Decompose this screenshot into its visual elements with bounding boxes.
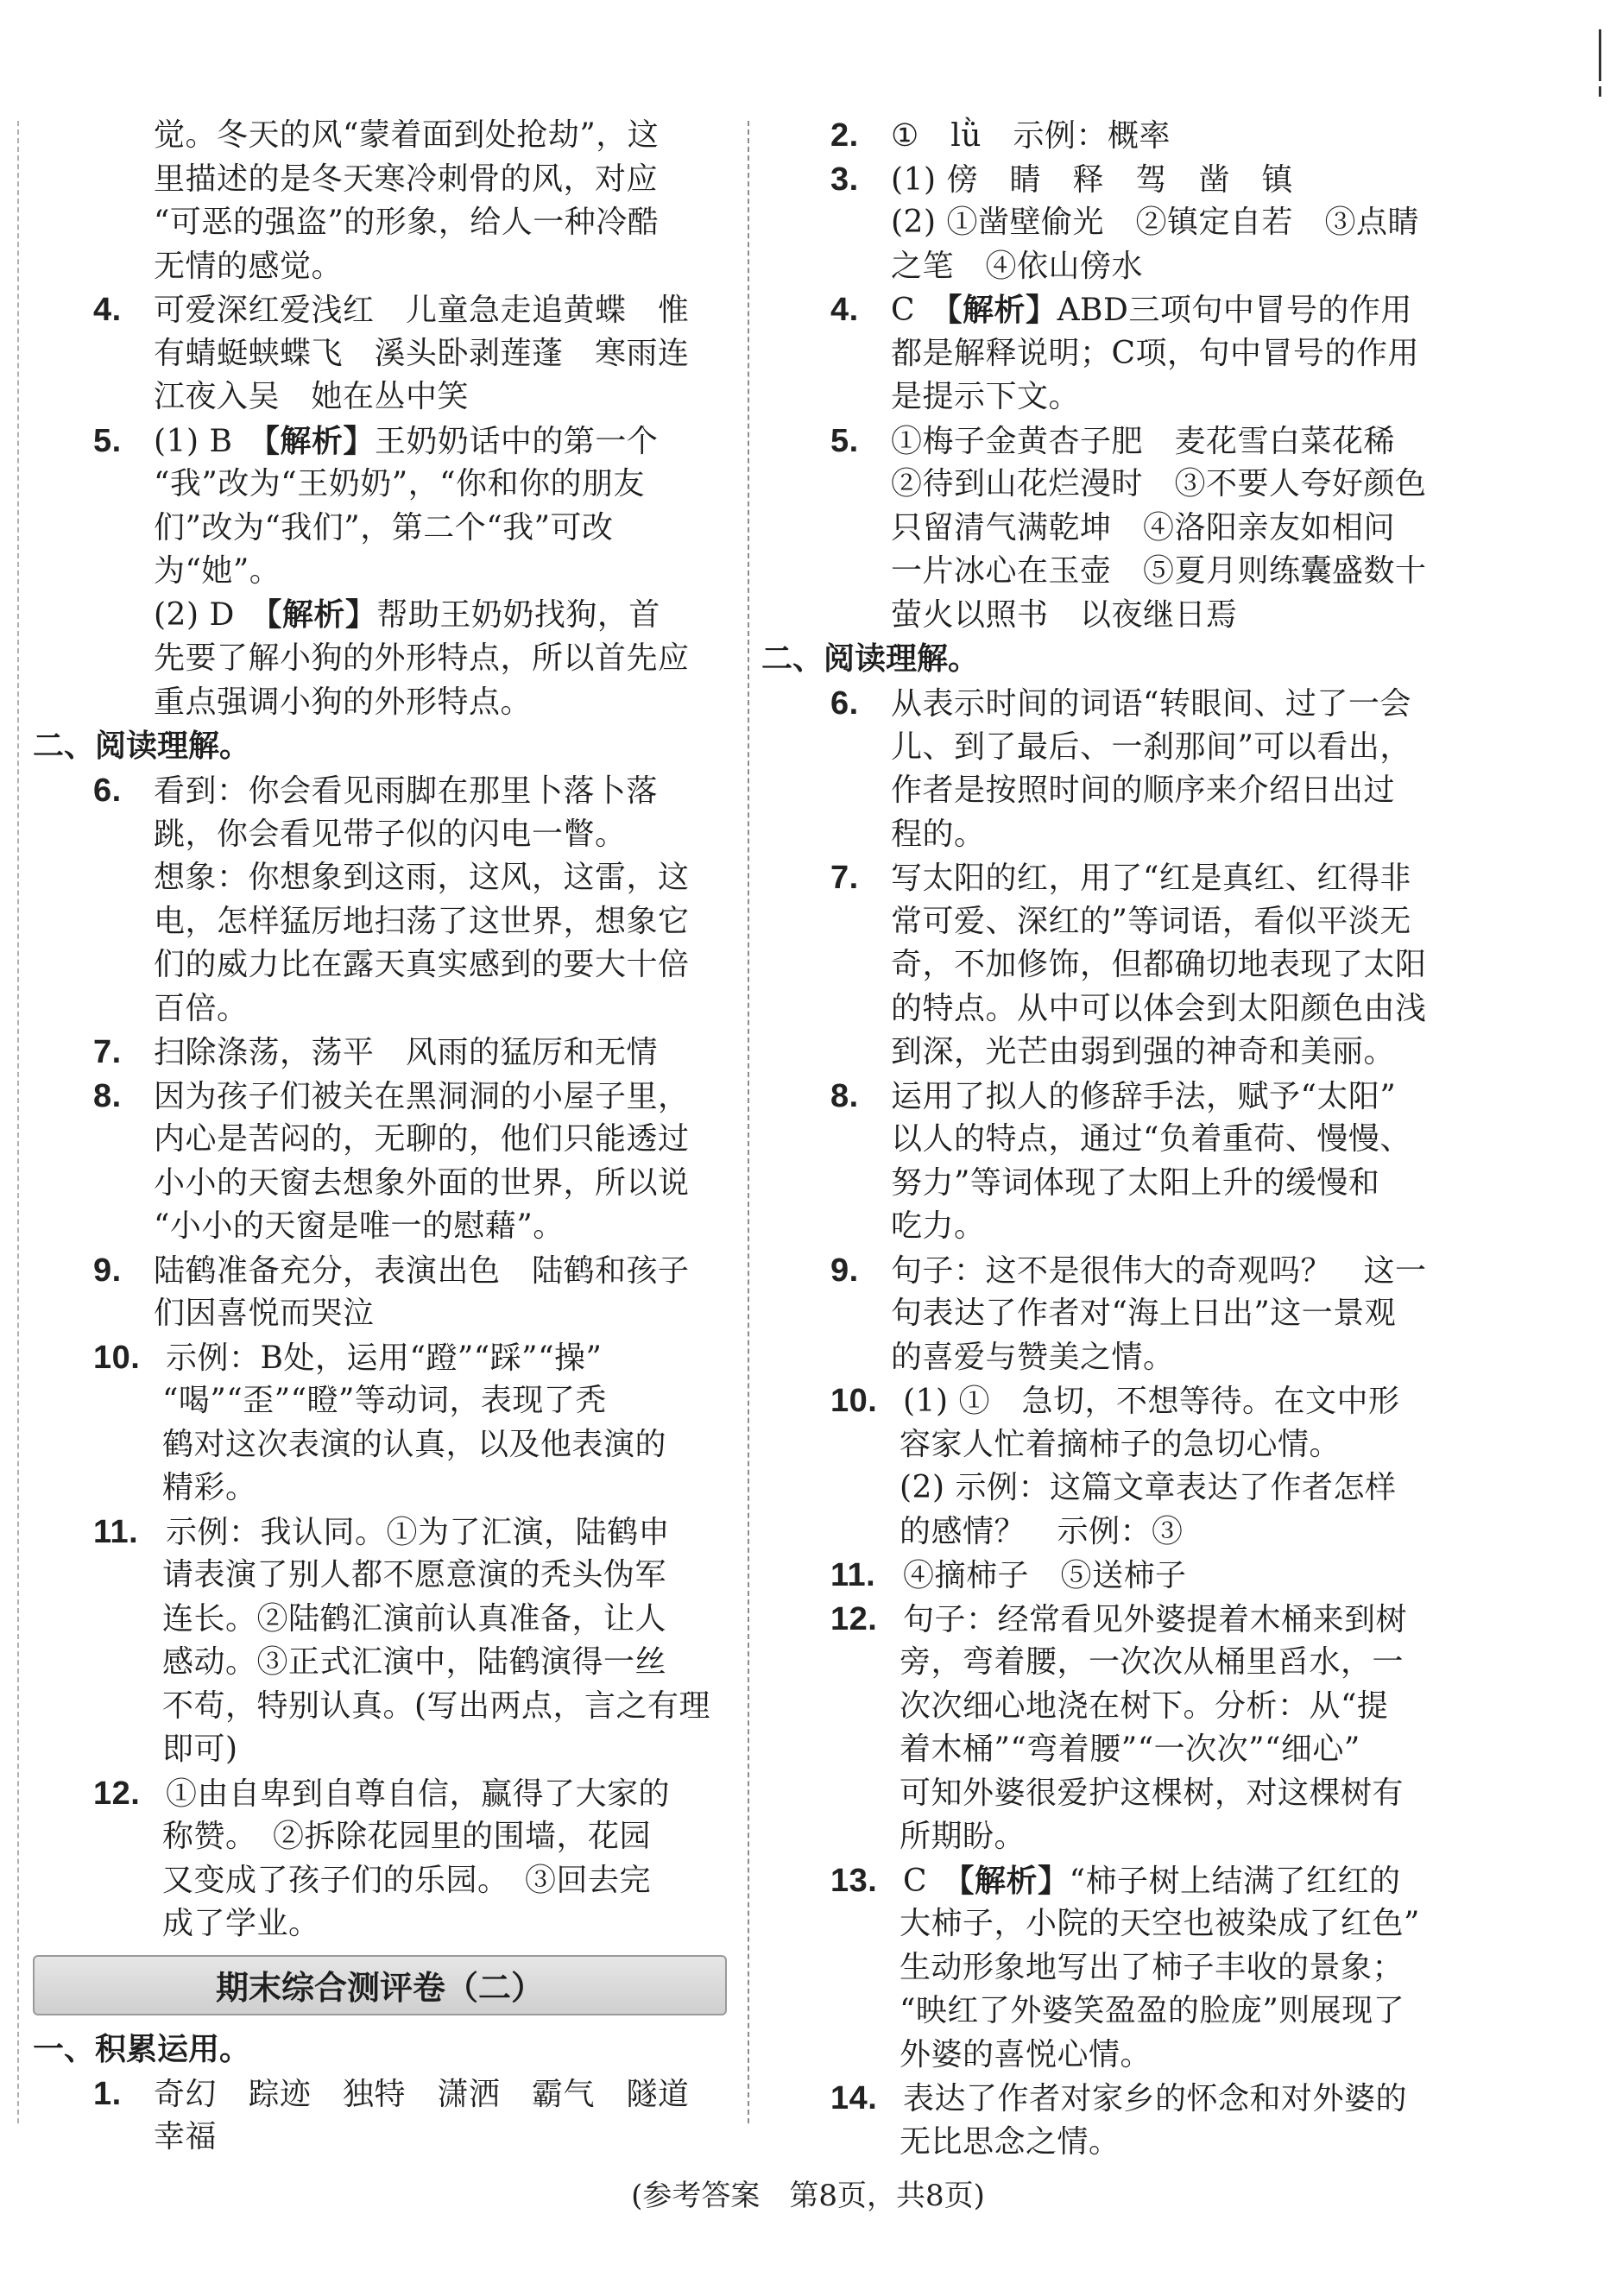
question-number: 11. bbox=[830, 1557, 876, 1593]
q3-continuation: 觉。冬天的风“蒙着面到处抢劫”，这 里描述的是冬天寒冷刺骨的风，对应 “可恶的强盗”的形象，给人一种冷酷 无情的感觉。 bbox=[154, 117, 660, 284]
question-number: 11. bbox=[93, 1513, 139, 1550]
answer-q4: 4. 可爱深红爱浅红 儿童急走追黄蝶 惟 有蜻蜓蛱蝶飞 溪头卧剥莲蓬 寒雨连 江夜入吴 她在丛中笑 bbox=[33, 288, 730, 419]
analysis-tag: 【解析】 bbox=[266, 596, 377, 633]
answer-q5: 5. (1) B 【解析】王奶奶话中的第一个 “我”改为“王奶奶”，“你和你的朋友 们”改为“我们”，第二个“我”可改 为“她”。 (2) D 【解析】帮助王奶奶找狗，首 先要了解小狗的外形特点，所以首先应 重点强调小狗的外形特点。 bbox=[33, 419, 730, 725]
question-number: 12. bbox=[830, 1600, 878, 1637]
question-number: 6. bbox=[93, 773, 122, 809]
answer-q3: 3. (1) 傍 睛 释 驾 凿 镇 (2) ①凿壁偷光 ②镇定自若 ③点睛 之笔 ④依山傍水 bbox=[770, 158, 1461, 289]
answer-q9: 9. 陆鹤准备充分，表演出色 陆鹤和孩子 们因喜悦而哭泣 bbox=[33, 1249, 730, 1336]
answer-q6: 6. 从表示时间的词语“转眼间、过了一会 儿、到了最后、一刹那间”可以看出， 作者是按照时间的顺序来介绍日出过 程的。 bbox=[770, 682, 1461, 856]
question-number: 10. bbox=[93, 1339, 141, 1376]
question-number: 8. bbox=[830, 1077, 859, 1114]
answer-q4: 4. C 【解析】ABD三项句中冒号的作用 都是解释说明；C项，句中冒号的作用 是提示下文。 bbox=[770, 288, 1461, 419]
test-title-banner: 期末综合测评卷（二） bbox=[33, 1955, 727, 2015]
answer-q6: 6. 看到：你会看见雨脚在那里卜落卜落 跳，你会看见带子似的闪电一瞥。 想象：你想象到这雨，这风，这雷，这 电，怎样猛厉地扫荡了这世界，想象它 们的威力比在露天真实感到的要大十倍 百倍。 bbox=[33, 769, 730, 1031]
section-heading: 二、阅读理解。 bbox=[33, 729, 251, 764]
section-heading: 二、阅读理解。 bbox=[761, 641, 980, 677]
question-number: 5. bbox=[93, 422, 122, 459]
question-number: 9. bbox=[93, 1252, 122, 1289]
right-column bbox=[761, 114, 1461, 2164]
answer-q11: 11. ④摘柿子 ⑤送柿子 bbox=[770, 1554, 1461, 1598]
answer-q7: 7. 扫除涤荡，荡平 风雨的猛厉和无情 bbox=[33, 1031, 730, 1075]
question-number: 13. bbox=[830, 1862, 878, 1899]
question-number: 14. bbox=[830, 2080, 878, 2116]
answer-q11: 11. 示例：我认同。①为了汇演，陆鹤申 请表演了别人都不愿意演的秃头伪军 连长。②陆鹤汇演前认真准备，让人 感动。③正式汇演中，陆鹤演得一丝 不苟，特别认真。(写出两点，言之有理 即可) bbox=[33, 1511, 730, 1772]
edge-mark bbox=[1599, 86, 1601, 97]
answer-q10: 10. (1) ① 急切，不想等待。在文中形 容家人忙着摘柿子的急切心情。 (2) 示例：这篇文章表达了作者怎样 的感情？ 示例：③ bbox=[770, 1379, 1461, 1554]
analysis-tag: 【解析】 bbox=[946, 293, 1057, 328]
answer-q1: 1. 奇幻 踪迹 独特 潇洒 霸气 隧道 幸福 bbox=[33, 2072, 730, 2160]
question-number: 1. bbox=[93, 2075, 122, 2112]
question-number: 8. bbox=[93, 1077, 122, 1114]
question-number: 12. bbox=[93, 1775, 141, 1812]
column-divider bbox=[748, 121, 749, 2123]
question-number: 9. bbox=[830, 1252, 859, 1289]
question-number: 4. bbox=[93, 292, 122, 328]
answer-q8: 8. 因为孩子们被关在黑洞洞的小屋子里， 内心是苦闷的，无聊的，他们只能透过 小小的天窗去想象外面的世界，所以说 “小小的天窗是唯一的慰藉”。 bbox=[33, 1075, 730, 1249]
question-number: 7. bbox=[830, 860, 859, 896]
page-footer: (参考答案 第8页，共8页) bbox=[631, 2179, 985, 2213]
answer-q10: 10. 示例：B处，运用“蹬”“踩”“操” “喝”“歪”“瞪”等动词，表现了秃 鹤对这次表演的认真，以及他表演的 精彩。 bbox=[33, 1336, 730, 1511]
question-number: 7. bbox=[93, 1034, 122, 1070]
left-column bbox=[33, 114, 730, 2160]
question-number: 10. bbox=[830, 1383, 878, 1419]
question-number: 3. bbox=[830, 161, 859, 198]
question-number: 6. bbox=[830, 685, 859, 722]
answer-q13: 13. C 【解析】“柿子树上结满了红红的 大柿子，小院的天空也被染成了红色” 生动形象地写出了柿子丰收的景象； “映红了外婆笑盈盈的脸庞”则展现了 外婆的喜悦心情。 bbox=[770, 1859, 1461, 2078]
binding-line bbox=[17, 121, 19, 2123]
answer-q9: 9. 句子：这不是很伟大的奇观吗？ 这一 句表达了作者对“海上日出”这一景观 的喜爱与赞美之情。 bbox=[770, 1249, 1461, 1380]
answer-q5: 5. ①梅子金黄杏子肥 麦花雪白菜花稀 ②待到山花烂漫时 ③不要人夸好颜色 只留清气满乾坤 ④洛阳亲友如相问 一片冰心在玉壶 ⑤夏月则练囊盛数十 萤火以照书 以夜继日焉 bbox=[770, 419, 1461, 638]
answer-q12: 12. ①由自卑到自尊自信，赢得了大家的 称赞。 ②拆除花园里的围墙，花园 又变成了孩子们的乐园。 ③回去完 成了学业。 bbox=[33, 1772, 730, 1946]
answer-q7: 7. 写太阳的红，用了“红是真红、红得非 常可爱、深红的”等词语，看似平淡无 奇，不加修饰，但都确切地表现了太阳 的特点。从中可以体会到太阳颜色由浅 到深，光芒由弱到强的神奇和美丽。 bbox=[770, 856, 1461, 1075]
answer-q8: 8. 运用了拟人的修辞手法，赋予“太阳” 以人的特点，通过“负着重荷、慢慢、 努力”等词体现了太阳上升的缓慢和 吃力。 bbox=[770, 1075, 1461, 1249]
analysis-tag: 【解析】 bbox=[263, 423, 375, 459]
answer-q14: 14. 表达了作者对家乡的怀念和对外婆的 无比思念之情。 bbox=[770, 2077, 1461, 2164]
section-heading: 一、积累运用。 bbox=[33, 2031, 251, 2067]
analysis-tag: 【解析】 bbox=[958, 1863, 1070, 1899]
answer-q12: 12. 句子：经常看见外婆提着木桶来到树 旁，弯着腰，一次次从桶里舀水，一 次次细心地浇在树下。分析：从“提 着木桶”“弯着腰”“一次次”“细心” 可知外婆很爱护这棵树，对这棵树有 所期盼。 bbox=[770, 1598, 1461, 1859]
answer-q2: 2. ① lǜ 示例：概率 bbox=[770, 114, 1461, 158]
question-number: 2. bbox=[830, 117, 859, 154]
question-number: 4. bbox=[830, 292, 859, 328]
edge-mark bbox=[1599, 29, 1601, 81]
question-number: 5. bbox=[830, 422, 859, 459]
